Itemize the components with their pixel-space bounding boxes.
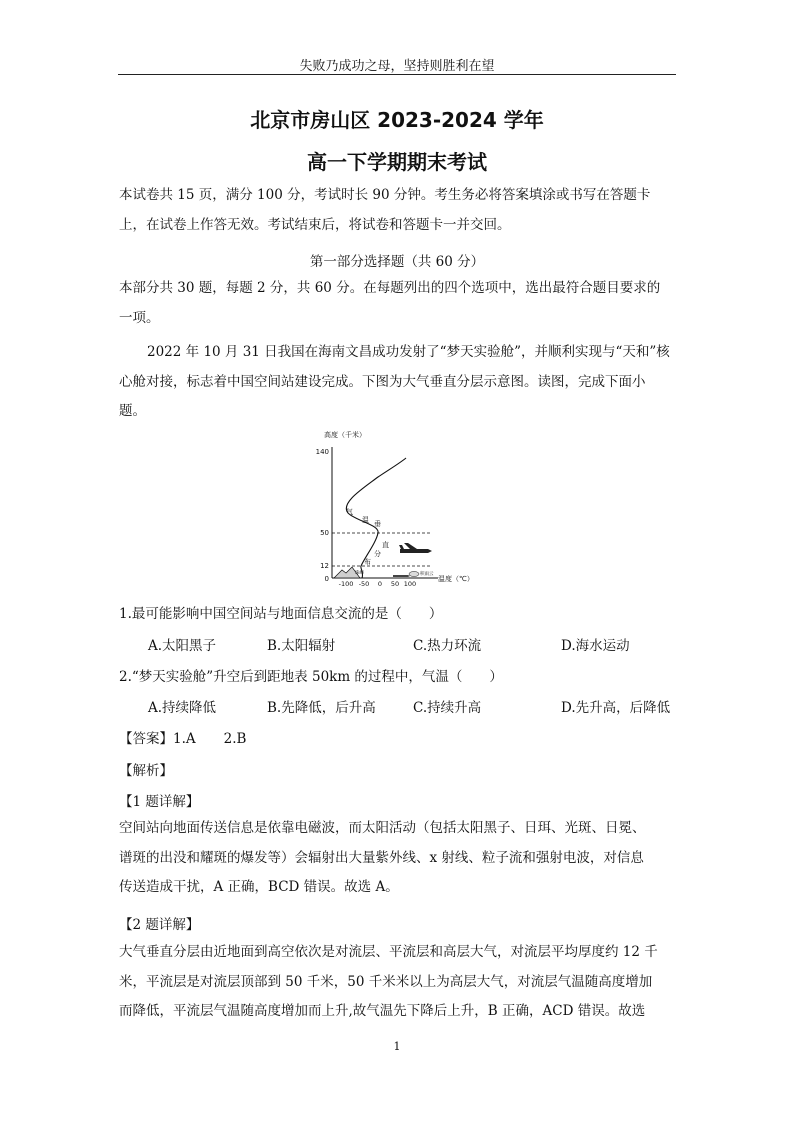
passage-line: 心舱对接，标志着中国空间站建设完成。下图为大气垂直分层示意图。读图，完成下面小	[119, 373, 646, 390]
question-1-option-d: D.海水运动	[561, 638, 630, 654]
section-heading: 第一部分选择题（共 60 分）	[309, 254, 485, 270]
curve-label: 布	[364, 558, 371, 566]
page-number: 1	[393, 1040, 401, 1053]
question-2-option-d: D.先升高，后降低	[561, 700, 671, 716]
answer-q2: 2.B	[223, 731, 247, 747]
atmosphere-diagram	[300, 425, 474, 588]
question-1-option-a: A.太阳黑子	[148, 638, 217, 654]
exam-subtitle: 高一下学期期末考试	[307, 150, 487, 174]
passage	[119, 338, 679, 427]
passage-line: 题。	[119, 403, 146, 419]
analysis-line: 米，平流层是对流层顶部到 50 千米，50 千米米以上为高层大气，对流层气温随高度增加	[119, 973, 653, 990]
y-tick: 12	[320, 562, 329, 570]
instructions	[119, 181, 679, 240]
header-rule	[118, 74, 676, 75]
question-2-stem: 2.“梦天实验舱”升空后到距地表 50km 的过程中，气温（ ）	[119, 669, 503, 685]
answer-line	[119, 727, 246, 747]
curve-label: 分	[374, 550, 381, 558]
analysis-line: 而降低，平流层气温随高度增加而上升,故气温先下降后上升，B 正确，ACD 错误。故选	[119, 1003, 646, 1019]
answer-label: 【答案】	[119, 731, 173, 747]
curve-label: 温	[362, 516, 369, 524]
header-motto: 失败乃成功之母，坚持则胜利在望	[299, 59, 495, 74]
y-tick: 50	[320, 529, 329, 537]
airplane-icon	[399, 543, 432, 553]
answer-q1: 1.A	[173, 731, 196, 747]
question-2-option-b: B.先降低，后升高	[267, 700, 376, 716]
analysis-q2-label: 【2 题详解】	[119, 917, 200, 933]
question-1-option-c: C.热力环流	[413, 638, 482, 654]
ground-label: 积雨云	[420, 572, 434, 577]
y-axis-label: 高度（千米）	[324, 431, 366, 439]
analysis-q2-text	[119, 938, 679, 1027]
question-1-stem: 1.最可能影响中国空间站与地面信息交流的是（ ）	[119, 606, 443, 622]
x-tick: 0	[377, 580, 383, 588]
analysis-line: 传送造成干扰，A 正确，BCD 错误。故选 A。	[119, 879, 399, 895]
cloud-icon	[409, 572, 419, 577]
instructions-line: 上，在试卷上作答无效。考试结束后，将试卷和答题卡一并交回。	[119, 216, 511, 233]
question-2-option-a: A.持续降低	[148, 700, 217, 716]
analysis-line: 谱斑的出没和耀斑的爆发等）会辐射出大量紫外线、x 射线、粒子流和强射电波，对信息	[119, 849, 644, 866]
x-tick: -50	[358, 580, 370, 588]
analysis-q1-text	[119, 814, 679, 903]
temperature-curve	[346, 458, 406, 578]
y-tick: 0	[324, 575, 329, 583]
small-airplane-icon	[393, 575, 410, 577]
analysis-q1-label: 【1 题详解】	[119, 794, 200, 810]
curve-label: 直	[382, 541, 389, 549]
section-intro	[119, 274, 679, 333]
x-tick: 100	[403, 580, 417, 588]
ground-label: 珠峰	[355, 571, 364, 576]
x-axis-label: 温度（℃）	[438, 575, 474, 583]
question-2-option-c: C.持续升高	[413, 700, 482, 716]
analysis-label: 【解析】	[119, 763, 173, 779]
section-intro-line: 本部分共 30 题，每题 2 分，共 60 分。在每题列出的四个选项中，选出最符合题目要求的	[119, 280, 661, 296]
passage-line: 2022 年 10 月 31 日我国在海南文昌成功发射了“梦天实验舱”，并顺利实现与“天和”核	[147, 344, 670, 360]
instructions-line: 本试卷共 15 页，满分 100 分，考试时长 90 分钟。考生务必将答案填涂或书写在答题卡	[119, 187, 651, 203]
x-tick: 50	[390, 580, 400, 588]
section-intro-line: 一项。	[119, 309, 160, 326]
analysis-line: 大气垂直分层由近地面到高空依次是对流层、平流层和高层大气，对流层平均厚度约 12 千	[119, 944, 658, 960]
question-1-option-b: B.太阳辐射	[267, 638, 336, 654]
x-tick: -100	[338, 580, 354, 588]
curve-label: 垂	[374, 520, 381, 528]
analysis-line: 空间站向地面传送信息是依靠电磁波，而太阳活动（包括太阳黑子、日珥、光斑、日冕、	[119, 820, 646, 836]
exam-title: 北京市房山区 2023-2024 学年	[250, 108, 544, 132]
curve-label: 气	[346, 508, 353, 516]
y-tick: 140	[315, 448, 329, 456]
